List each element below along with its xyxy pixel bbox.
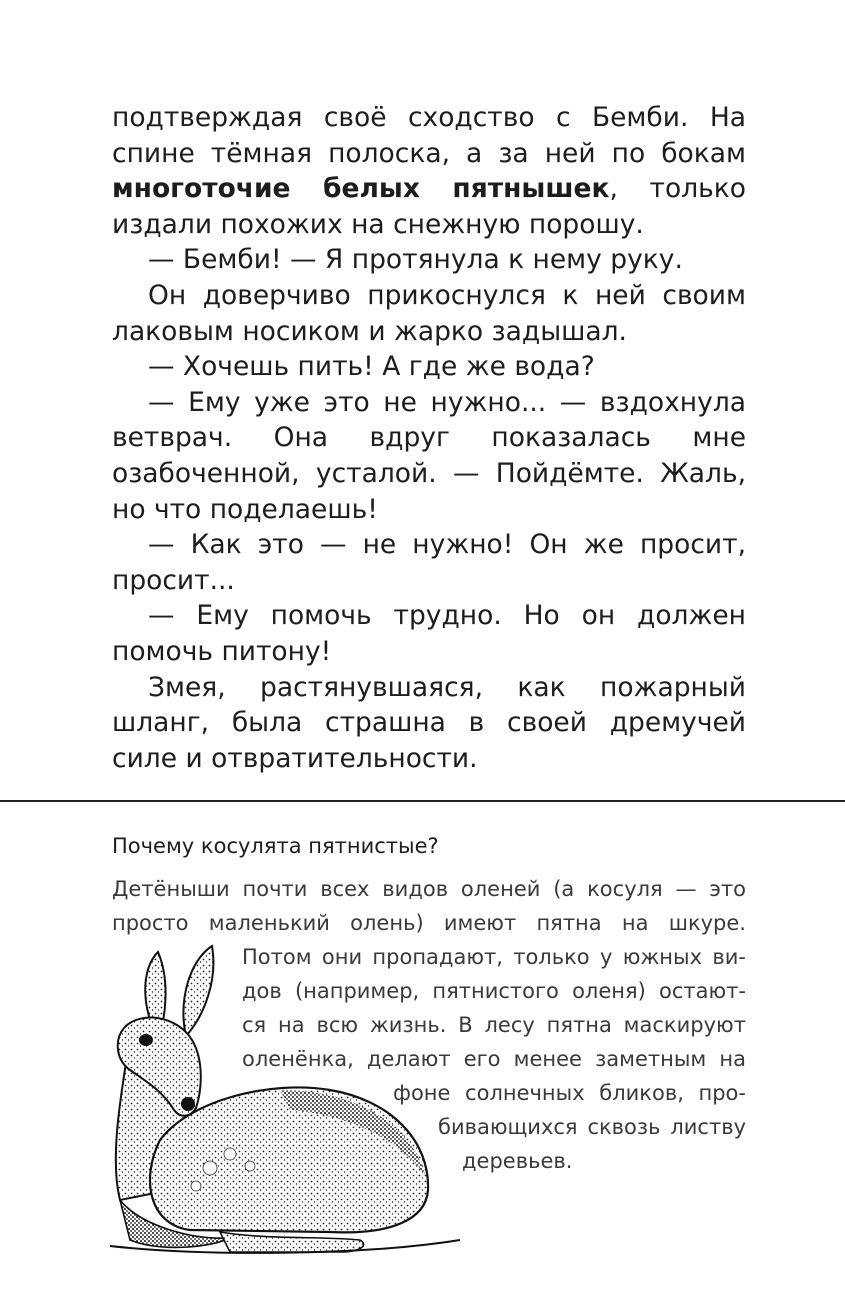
sidebar-word: почти bbox=[242, 877, 308, 901]
sidebar-word: остают- bbox=[659, 979, 746, 1003]
sidebar-word: фоне bbox=[393, 1081, 451, 1105]
sidebar-word: просто bbox=[112, 911, 189, 935]
roe-deer-fawn-illustration-icon bbox=[100, 940, 473, 1260]
sidebar-word: на bbox=[278, 1013, 305, 1037]
story-paragraph-1 bbox=[112, 100, 746, 242]
sidebar-line bbox=[112, 906, 746, 940]
sidebar-word: менее bbox=[513, 1047, 582, 1071]
sidebar-word: шкуре. bbox=[668, 911, 746, 935]
sidebar-word: — bbox=[675, 877, 697, 901]
sidebar-word: пятна bbox=[536, 911, 602, 935]
story-paragraph-4: — Хочешь пить! А где же вода? bbox=[148, 351, 595, 383]
story-paragraph-7: — Ему помочь трудно. Но он должен помочь питону! bbox=[112, 600, 746, 667]
sidebar-word: бивающихся bbox=[438, 1115, 578, 1139]
sidebar-word: южных bbox=[622, 945, 703, 969]
sidebar-line bbox=[112, 872, 746, 906]
sidebar-word: пропадают, bbox=[372, 945, 503, 969]
sidebar-line bbox=[438, 1110, 746, 1144]
sidebar-word: оленёнка, bbox=[242, 1047, 354, 1071]
sidebar-title: Почему косулята пятнистые? bbox=[112, 834, 439, 858]
sidebar-word: оленя) bbox=[572, 979, 646, 1003]
sidebar-word: Детёныши bbox=[112, 877, 230, 901]
sidebar-word: сквозь bbox=[587, 1115, 661, 1139]
sidebar-word: видов bbox=[382, 877, 449, 901]
sidebar-word: дов bbox=[242, 979, 282, 1003]
sidebar-word: у bbox=[599, 945, 613, 969]
sidebar-word: только bbox=[513, 945, 590, 969]
story-text-run: подтверждая своё сходство с Бемби. На спине тёмная полоска, а за ней по бокам bbox=[112, 102, 746, 169]
sidebar-word: маскируют bbox=[623, 1013, 746, 1037]
section-divider bbox=[0, 800, 845, 802]
sidebar-word: (а bbox=[553, 877, 575, 901]
sidebar-word: его bbox=[463, 1047, 501, 1071]
story-text-run-end: , только издали похожих на снежную порошу. bbox=[112, 173, 746, 240]
story-paragraph-8: Змея, растянувшаяся, как пожарный шланг, была страшна в своей дремучей силе и отвратительности. bbox=[112, 671, 746, 774]
sidebar-word: делают bbox=[366, 1047, 451, 1071]
sidebar-word: косуля bbox=[587, 877, 663, 901]
sidebar-word: ся bbox=[242, 1013, 267, 1037]
sidebar-word: пятна bbox=[546, 1013, 612, 1037]
sidebar-word: заметным bbox=[595, 1047, 707, 1071]
sidebar-word: ви- bbox=[712, 945, 746, 969]
sidebar-word: жизнь. bbox=[369, 1013, 447, 1037]
sidebar-word: Потом bbox=[242, 945, 312, 969]
sidebar-word: пятнистого bbox=[432, 979, 559, 1003]
sidebar-word: имеют bbox=[443, 911, 517, 935]
story-paragraph-5: — Ему уже это не нужно... — вздохнула ветврач. Она вдруг показалась мне озабоченной, усталой. — Пойдёмте. Жаль, но что поделаешь! bbox=[112, 386, 746, 525]
sidebar-word: на bbox=[621, 911, 649, 935]
sidebar-word: лесу bbox=[484, 1013, 535, 1037]
story-bold-phrase: многоточие белых пятнышек bbox=[112, 173, 610, 205]
story-text bbox=[112, 100, 746, 776]
story-paragraph-3: Он доверчиво прикоснулся к ней своим лаковым носиком и жарко задышал. bbox=[112, 279, 746, 347]
sidebar-word: про- bbox=[698, 1081, 746, 1105]
sidebar-word: (например, bbox=[294, 979, 420, 1003]
sidebar-word: олень) bbox=[350, 911, 424, 935]
sidebar-line: деревьев. bbox=[462, 1149, 573, 1173]
sidebar-word: оленей bbox=[460, 877, 541, 901]
story-paragraph-2: — Бемби! — Я протянула к нему руку. bbox=[148, 244, 683, 276]
sidebar-word: маленький bbox=[208, 911, 330, 935]
sidebar-word: всех bbox=[320, 877, 370, 901]
sidebar-word: на bbox=[719, 1047, 746, 1071]
sidebar-word: это bbox=[709, 877, 746, 901]
sidebar-word: солнечных bbox=[465, 1081, 585, 1105]
sidebar-word: бликов, bbox=[599, 1081, 684, 1105]
story-paragraph-6: — Как это — не нужно! Он же просит, просит... bbox=[112, 529, 746, 596]
sidebar-word: всю bbox=[316, 1013, 359, 1037]
sidebar-word: они bbox=[321, 945, 363, 969]
sidebar-word: листву bbox=[670, 1115, 746, 1139]
sidebar-word: В bbox=[458, 1013, 473, 1037]
